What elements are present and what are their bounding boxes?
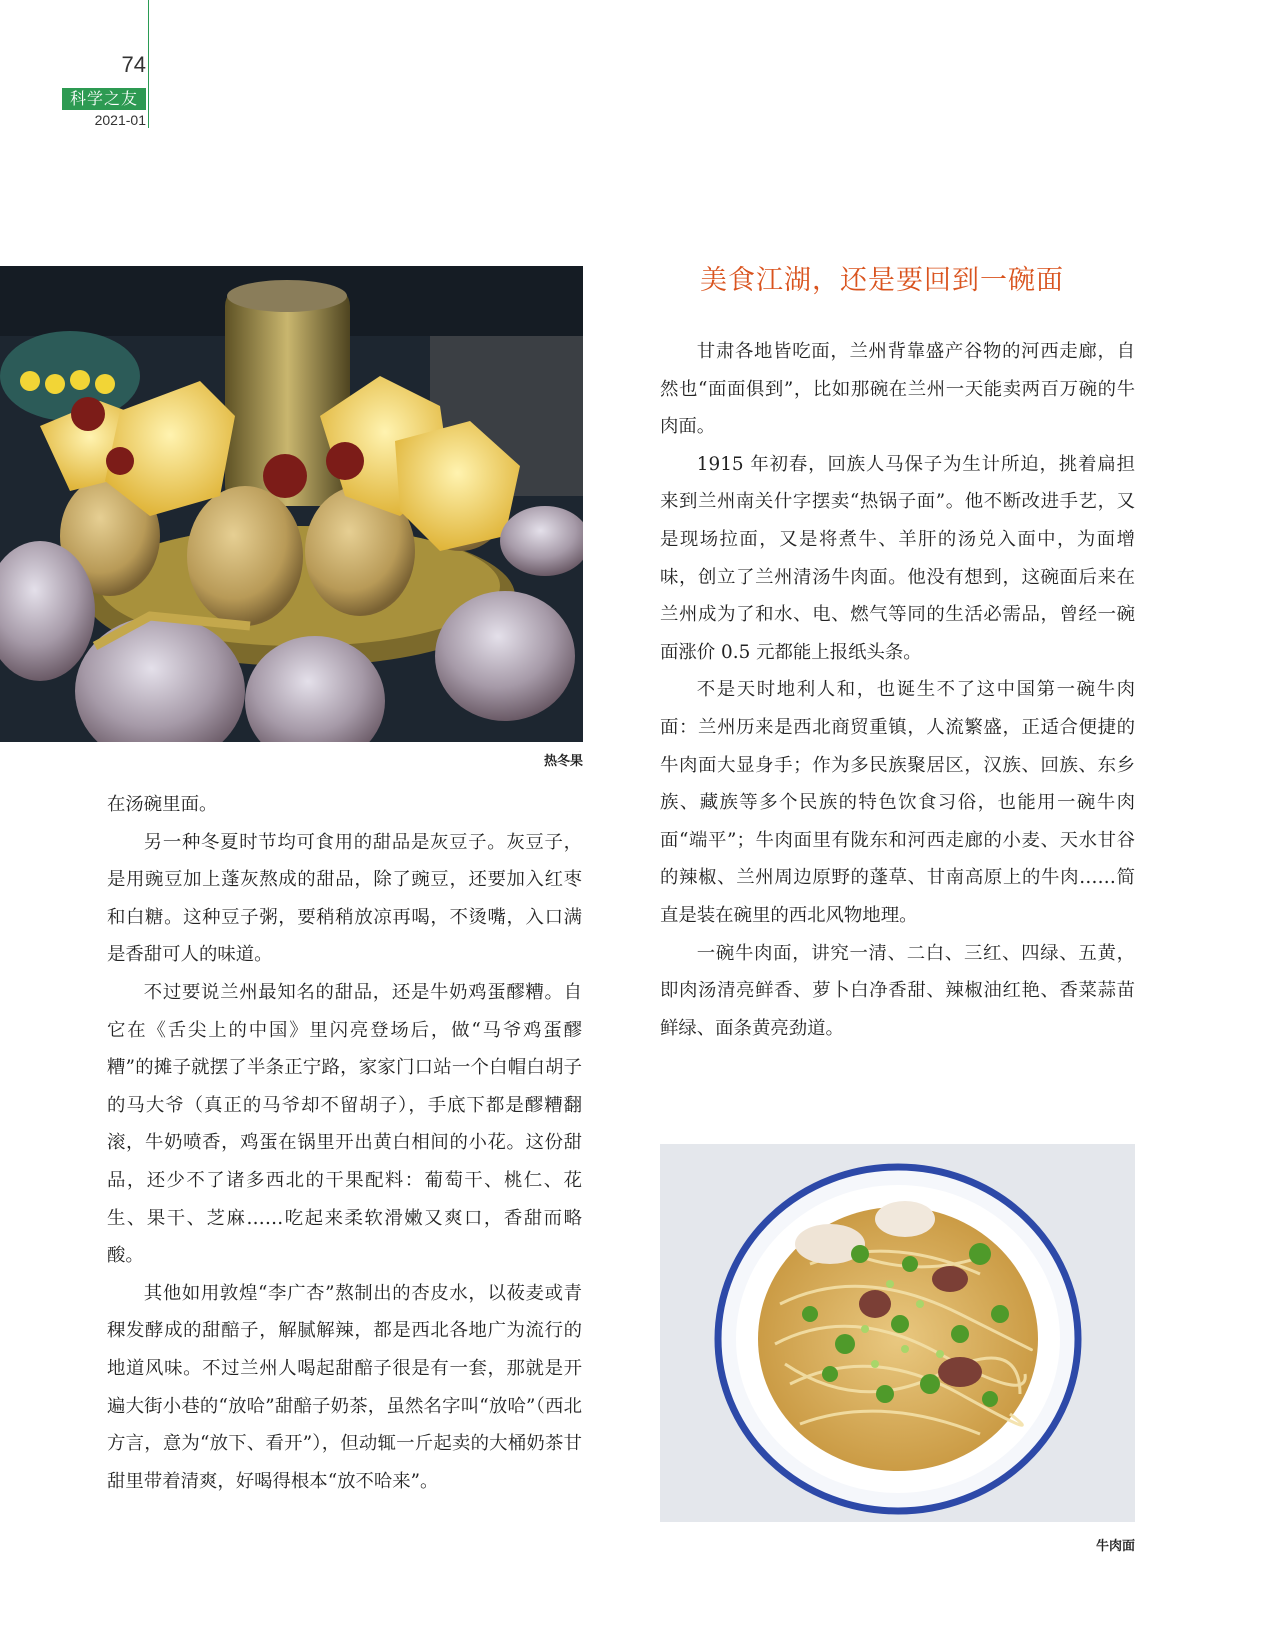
paragraph: 在汤碗里面。: [107, 794, 218, 815]
journal-name-badge: 科学之友: [62, 88, 146, 110]
photo-beef-noodle-bowl: [660, 1144, 1135, 1522]
paragraph: 另一种冬夏时节均可食用的甜品是灰豆子。灰豆子，是用豌豆加上蓬灰熬成的甜品，除了豌豆，还要加入红枣和白糖。这种豆子粥，要稍稍放凉再喝，不烫嘴，入口满是香甜可人的味道。: [107, 831, 582, 966]
paragraph: 不是天时地利人和，也诞生不了这中国第一碗牛肉面：兰州历来是西北商贸重镇，人流繁盛，正适合便捷的牛肉面大显身手；作为多民族聚居区，汉族、回族、东乡族、藏族等多个民族的特色饮食习俗，也能用一碗牛肉面“端平”；牛肉面里有陇东和河西走廊的小麦、天水甘谷的辣椒、兰州周边原野的蓬草、甘南高原上的牛肉……简直是装在碗里的西北风物地理。: [660, 679, 1135, 926]
paragraph: 其他如用敦煌“李广杏”熬制出的杏皮水，以莜麦或青稞发酵成的甜醅子，解腻解辣，都是西北各地广为流行的地道风味。不过兰州人喝起甜醅子很是有一套，那就是开遍大街小巷的“放哈”甜醅子奶茶，虽然名字叫“放哈”（西北方言，意为“放下、看开”），但动辄一斤起卖的大桶奶茶甘甜里带着清爽，好喝得根本“放不哈来”。: [107, 1282, 582, 1492]
header-divider-line: [148, 0, 149, 128]
page-number: 74: [121, 52, 146, 77]
right-text-column: [660, 333, 1135, 1047]
paragraph: 一碗牛肉面，讲究一清、二白、三红、四绿、五黄，即肉汤清亮鲜香、萝卜白净香甜、辣椒油红艳、香菜蒜苗鲜绿、面条黄亮劲道。: [660, 942, 1135, 1039]
photo-hot-winter-pear: [0, 266, 583, 742]
paragraph: 1915 年初春，回族人马保子为生计所迫，挑着扁担来到兰州南关什字摆卖“热锅子面”。他不断改进手艺，又是现场拉面，又是将煮牛、羊肝的汤兑入面中，为面增味，创立了兰州清汤牛肉面。他没有想到，这碗面后来在兰州成为了和水、电、燃气等同的生活必需品，曾经一碗面涨价 0.5 元都能上报纸头条。: [660, 453, 1135, 663]
paragraph: 甘肃各地皆吃面，兰州背靠盛产谷物的河西走廊，自然也“面面俱到”，比如那碗在兰州一天能卖两百万碗的牛肉面。: [660, 341, 1135, 438]
paragraph: 不过要说兰州最知名的甜品，还是牛奶鸡蛋醪糟。自它在《舌尖上的中国》里闪亮登场后，做“马爷鸡蛋醪糟”的摊子就摆了半条正宁路，家家门口站一个白帽白胡子的马大爷（真正的马爷却不留胡子），手底下都是醪糟翻滚，牛奶喷香，鸡蛋在锅里开出黄白相间的小花。这份甜品，还少不了诸多西北的干果配料：葡萄干、桃仁、花生、果干、芝麻……吃起来柔软滑嫩又爽口，香甜而略酸。: [107, 981, 582, 1267]
photo-caption-beef-noodle: 牛肉面: [1095, 1539, 1135, 1554]
photo-caption-hot-winter-pear: 热冬果: [543, 754, 583, 769]
left-text-column: [107, 786, 582, 1500]
issue-date: 2021-01: [94, 112, 146, 128]
section-heading: 美食江湖，还是要回到一碗面: [700, 265, 1064, 296]
